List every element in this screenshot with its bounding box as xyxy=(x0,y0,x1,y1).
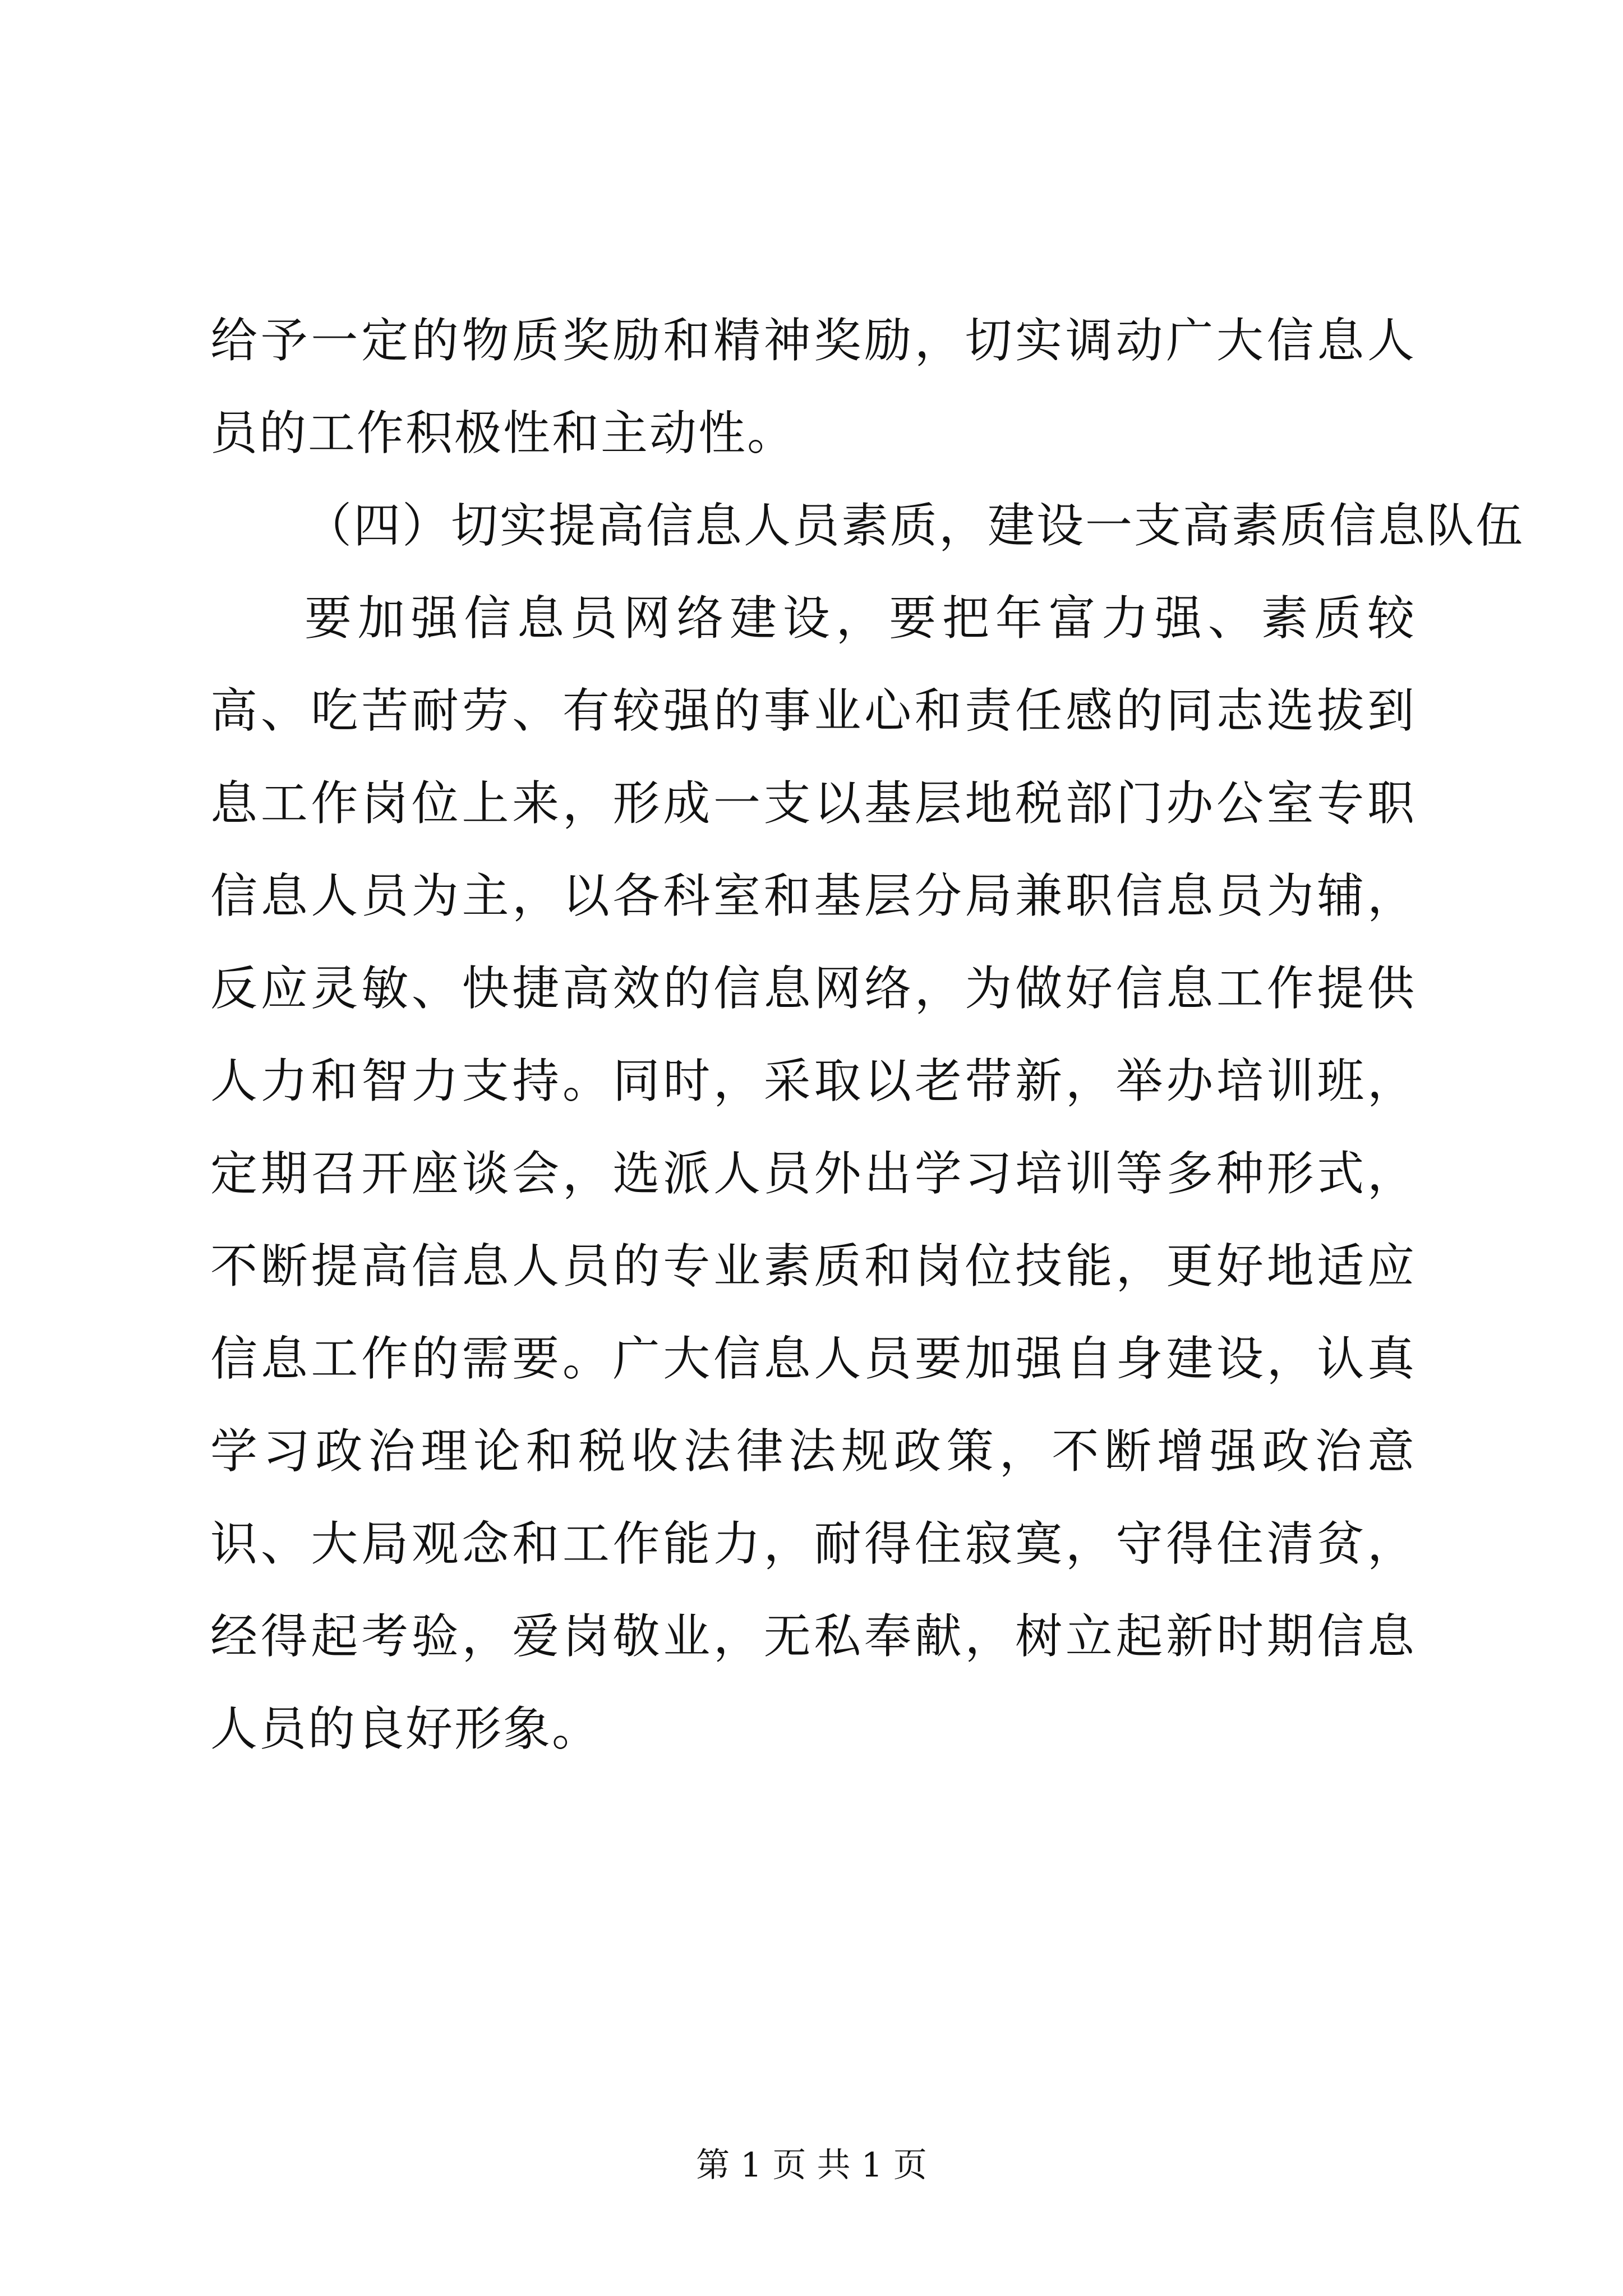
paragraph-staff-quality: 要加强信息员网络建设，要把年富力强、素质较高、吃苦耐劳、有较强的事业心和责任感的同志选拔到息工作岗位上来，形成一支以基层地税部门办公室专职信息人员为主，以各科室和基层分局兼职信息员为辅，反应灵敏、快捷高效的信息网络，为做好信息工作提供人力和智力支持。同时，采取以老带新，举办培训班，定期召开座谈会，选派人员外出学习培训等多种形式，不断提高信息人员的专业素质和岗位技能，更好地适应信息工作的需要。广大信息人员要加强自身建设，认真学习政治理论和税收法律法规政策，不断增强政治意识、大局观念和工作能力，耐得住寂寞，守得住清贫，经得起考验，爱岗敬业，无私奉献，树立起新时期信息人员的良好形象。 xyxy=(210,591,1416,1756)
page-number-footer: 第 1 页 共 1 页 xyxy=(696,2146,927,2185)
section-heading-four: （四）切实提高信息人员素质，建设一支高素质信息队伍 xyxy=(305,498,1525,553)
paragraph-rewards: 给予一定的物质奖励和精神奖励，切实调动广大信息人员的工作积极性和主动性。 xyxy=(210,313,1416,461)
document-body xyxy=(210,295,1525,1775)
